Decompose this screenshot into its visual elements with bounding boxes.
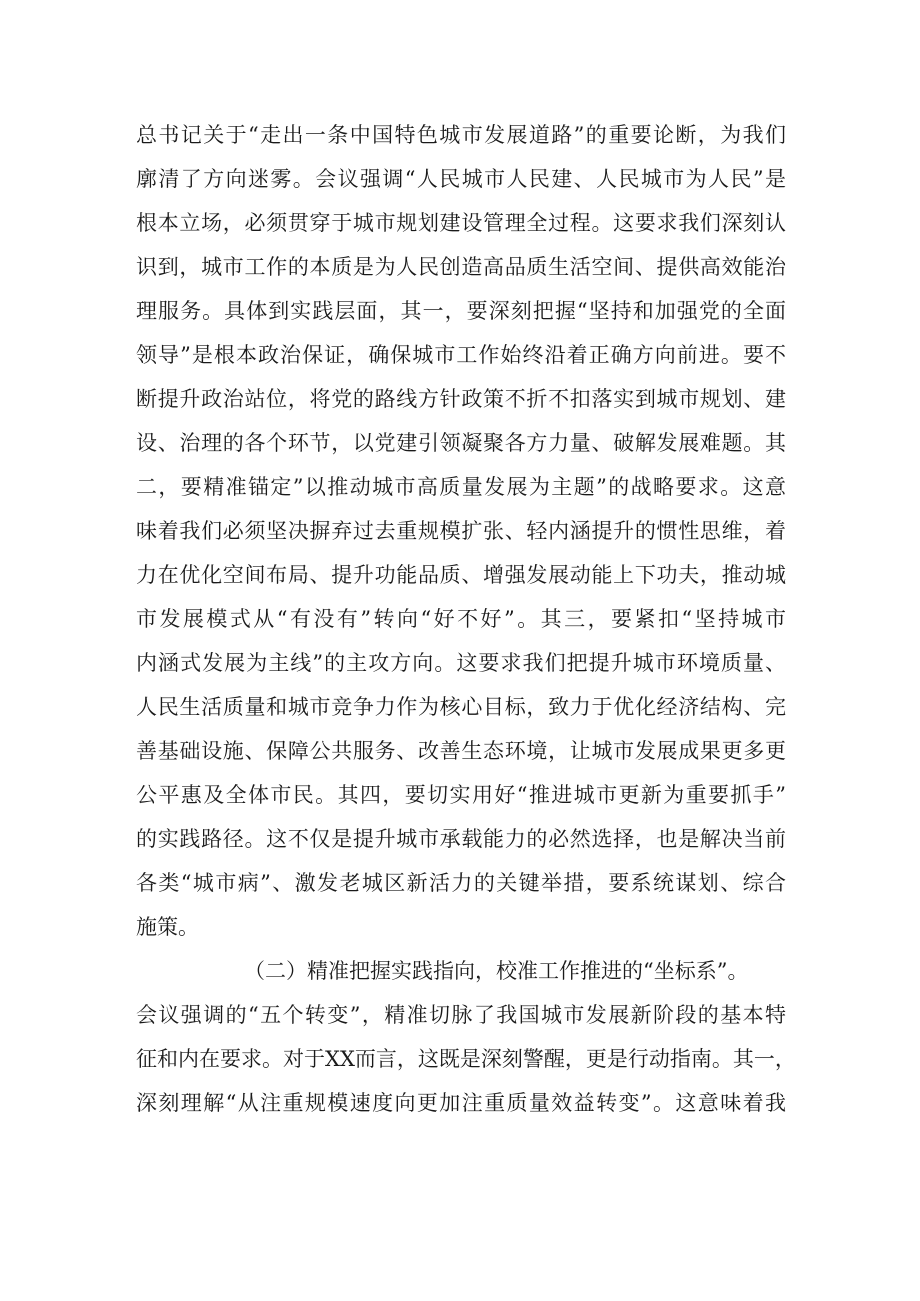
text-line: 深刻理解“从注重规模速度向更加注重质量效益转变”。这意味着我 [136, 1091, 786, 1115]
text-line: 会议强调的“五个转变”，精准切脉了我国城市发展新阶段的基本特 [136, 1003, 786, 1027]
text-line: 断提升政治站位，将党的路线方针政策不折不扣落实到城市规划、建 [136, 387, 786, 411]
text-line: 味着我们必须坚决摒弃过去重规模扩张、轻内涵提升的惯性思维，着 [136, 519, 786, 543]
text-line: 二，要精准锚定”以推动城市高质量发展为主题”的战略要求。这意 [136, 475, 786, 499]
text-line: 内涵式发展为主线”的主攻方向。这要求我们把提升城市环境质量、 [136, 651, 786, 675]
text-line: 总书记关于“走出一条中国特色城市发展道路”的重要论断，为我们 [136, 123, 786, 147]
text-line: 力在优化空间布局、提升功能品质、增强发展动能上下功夫，推动城 [136, 563, 786, 587]
text-line: 领导”是根本政治保证，确保城市工作始终沿着正确方向前进。要不 [136, 343, 786, 367]
text-line: 设、治理的各个环节，以党建引领凝聚各方力量、破解发展难题。其 [136, 431, 786, 455]
text-line: 施策。 [136, 915, 199, 939]
text-line: 识到，城市工作的本质是为人民创造高品质生活空间、提供高效能治 [136, 255, 786, 279]
text-line: 各类“城市病”、激发老城区新活力的关键举措，要系统谋划、综合 [136, 871, 786, 895]
text-line: 理服务。具体到实践层面，其一，要深刻把握“坚持和加强党的全面 [136, 299, 786, 323]
text-line: 廓清了方向迷雾。会议强调“人民城市人民建、人民城市为人民”是 [136, 167, 786, 191]
text-line: 公平惠及全体市民。其四，要切实用好“推进城市更新为重要抓手” [136, 783, 786, 807]
text-line: 征和内在要求。对于XX而言，这既是深刻警醒，更是行动指南。其一， [136, 1047, 796, 1071]
text-line: 的实践路径。这不仅是提升城市承载能力的必然选择，也是解决当前 [136, 827, 786, 851]
text-line: 根本立场，必须贯穿于城市规划建设管理全过程。这要求我们深刻认 [136, 211, 786, 235]
text-line: 市发展模式从“有没有”转向“好不好”。其三，要紧扣“坚持城市 [136, 607, 786, 631]
text-line: 善基础设施、保障公共服务、改善生态环境，让城市发展成果更多更 [136, 739, 786, 763]
text-line: 人民生活质量和城市竞争力作为核心目标，致力于优化经济结构、完 [136, 695, 786, 719]
section-heading: （二）精准把握实践指向，校准工作推进的“坐标系”。 [244, 959, 749, 983]
